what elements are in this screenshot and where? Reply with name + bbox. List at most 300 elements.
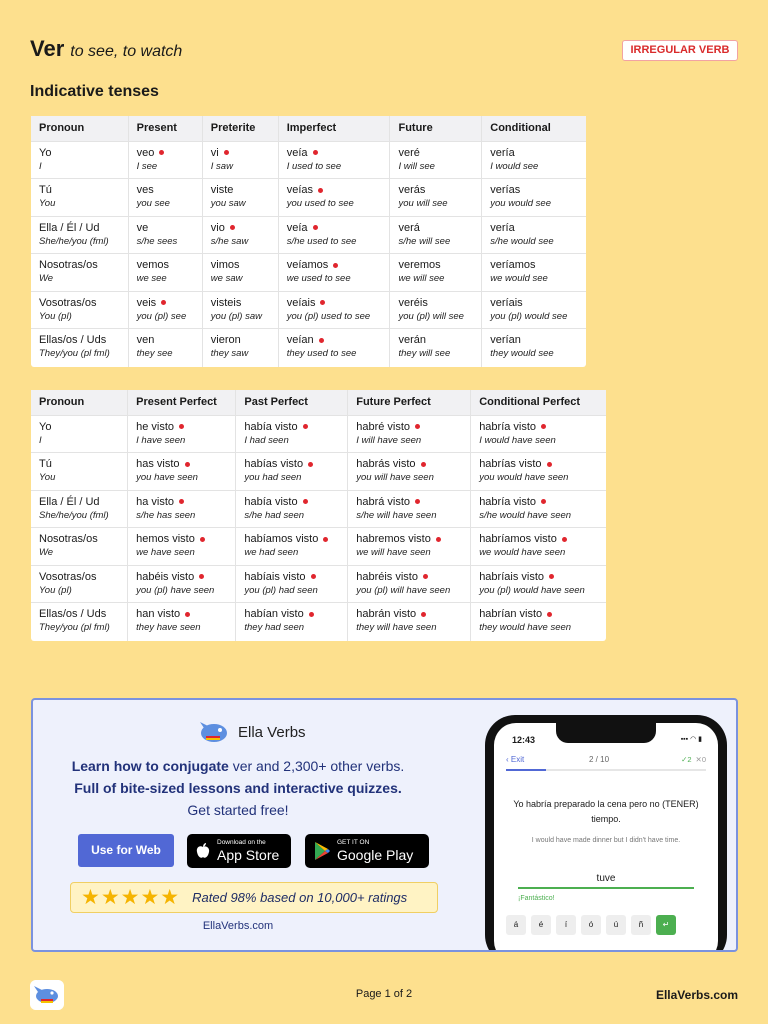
translation: I will have seen bbox=[356, 434, 422, 446]
irregular-dot-icon bbox=[421, 612, 426, 617]
form-text: veremos bbox=[398, 259, 441, 272]
translation: we would see bbox=[490, 273, 548, 285]
verb-form bbox=[356, 570, 462, 584]
page-header bbox=[30, 36, 182, 62]
translation: we will have seen bbox=[356, 547, 431, 559]
form-text: vi bbox=[210, 146, 219, 159]
accent-key: ú bbox=[606, 915, 626, 935]
verb-form bbox=[136, 495, 227, 509]
verb-form bbox=[211, 333, 270, 347]
form-text: visteis bbox=[210, 296, 242, 309]
app-store-small: Download on the bbox=[217, 839, 266, 846]
pronoun-cell bbox=[31, 490, 128, 528]
form-text: Vosotras/os bbox=[39, 570, 97, 583]
conjugation-cell bbox=[128, 415, 236, 453]
form-text: había visto bbox=[244, 495, 298, 508]
conjugation-cell bbox=[348, 453, 471, 491]
verb-form bbox=[356, 532, 462, 546]
form-text: he visto bbox=[136, 420, 175, 433]
verb-form bbox=[137, 258, 194, 272]
conjugation-cell bbox=[471, 603, 606, 641]
form-text: veo bbox=[136, 146, 155, 159]
translation: we would have seen bbox=[479, 547, 566, 559]
phone-score-bad: ✕0 bbox=[695, 755, 706, 764]
conjugation-cell bbox=[278, 179, 390, 217]
conjugation-cell bbox=[236, 603, 348, 641]
form-text: han visto bbox=[136, 608, 181, 621]
pronoun-cell bbox=[31, 603, 128, 641]
table-row bbox=[31, 329, 586, 367]
translation: I had seen bbox=[244, 434, 289, 446]
verb-form bbox=[479, 532, 598, 546]
pronoun-cell bbox=[31, 565, 128, 603]
pronoun-cell bbox=[31, 179, 128, 217]
verb-form bbox=[490, 221, 578, 235]
translation: You bbox=[39, 198, 56, 210]
verb-form bbox=[398, 296, 473, 310]
form-text: ve bbox=[136, 221, 149, 234]
conjugation-cell bbox=[128, 603, 236, 641]
section-title: Indicative tenses bbox=[30, 83, 159, 100]
form-text: has visto bbox=[136, 458, 180, 471]
conjugation-cell bbox=[482, 291, 586, 329]
form-text: habré visto bbox=[356, 420, 411, 433]
irregular-dot-icon bbox=[161, 300, 166, 305]
verb-form bbox=[287, 183, 382, 197]
phone-mockup bbox=[485, 715, 727, 952]
verb-form bbox=[490, 296, 578, 310]
form-text: vieron bbox=[210, 334, 241, 347]
form-text: habéis visto bbox=[136, 570, 195, 583]
translation: You (pl) bbox=[39, 310, 72, 322]
conjugation-cell bbox=[390, 216, 482, 254]
irregular-dot-icon bbox=[309, 612, 314, 617]
irregular-dot-icon bbox=[415, 424, 420, 429]
translation: you saw bbox=[210, 198, 246, 210]
accent-key: ó bbox=[581, 915, 601, 935]
translation: they saw bbox=[210, 348, 249, 360]
verb-form bbox=[398, 146, 473, 160]
irregular-dot-icon bbox=[323, 537, 328, 542]
form-text: había visto bbox=[244, 420, 298, 433]
pronoun-label bbox=[39, 296, 120, 310]
five-stars-icon: ★★★★★ bbox=[81, 886, 181, 909]
verb-form bbox=[356, 457, 462, 471]
translation: I saw bbox=[210, 160, 233, 172]
translation: they had seen bbox=[244, 622, 305, 634]
conjugation-cell bbox=[348, 528, 471, 566]
form-text: veías bbox=[286, 184, 313, 197]
form-text: verías bbox=[490, 184, 521, 197]
translation: s/he saw bbox=[210, 235, 249, 247]
table-row bbox=[31, 603, 606, 641]
conjugation-cell bbox=[348, 490, 471, 528]
irregular-dot-icon bbox=[159, 150, 164, 155]
translation: I have seen bbox=[136, 434, 186, 446]
phone-score bbox=[681, 755, 706, 764]
form-text: habrás visto bbox=[356, 458, 416, 471]
ella-verbs-logo-icon bbox=[198, 718, 230, 746]
footer-url-link[interactable]: EllaVerbs.com bbox=[655, 988, 738, 1002]
verb-form bbox=[287, 296, 382, 310]
verb-form bbox=[244, 570, 339, 584]
form-text: Yo bbox=[39, 146, 52, 159]
verb-form bbox=[137, 333, 194, 347]
table-row bbox=[31, 528, 606, 566]
verb-form bbox=[137, 183, 194, 197]
conjugation-cell bbox=[128, 490, 236, 528]
form-text: veréis bbox=[398, 296, 428, 309]
apple-icon bbox=[195, 842, 211, 860]
translation: I would have seen bbox=[479, 434, 556, 446]
column-header: Conditional Perfect bbox=[471, 390, 606, 415]
rating-text: Rated 98% based on 10,000+ ratings bbox=[192, 890, 408, 905]
phone-progress: 2 / 10 bbox=[589, 755, 610, 764]
form-text: vería bbox=[490, 146, 515, 159]
rating-box bbox=[70, 882, 438, 913]
form-text: habríamos visto bbox=[479, 533, 557, 546]
irregular-dot-icon bbox=[547, 612, 552, 617]
promo-line-2: Full of bite-sized lessons and interactive quizzes. bbox=[74, 780, 402, 796]
verb-form bbox=[479, 570, 598, 584]
form-text: habréis visto bbox=[356, 570, 418, 583]
translation: I bbox=[39, 434, 42, 446]
app-store-button[interactable] bbox=[187, 834, 291, 868]
google-play-button[interactable] bbox=[305, 834, 429, 868]
phone-feedback: ¡Fantástico! bbox=[518, 895, 555, 902]
column-header: Pronoun bbox=[31, 116, 128, 141]
conjugation-cell bbox=[128, 329, 202, 367]
verb-form bbox=[287, 258, 382, 272]
table-row bbox=[31, 415, 606, 453]
form-text: Nosotras/os bbox=[39, 259, 98, 272]
conjugation-cell bbox=[236, 415, 348, 453]
pronoun-cell bbox=[31, 141, 128, 179]
table-row bbox=[31, 216, 586, 254]
phone-notch bbox=[556, 723, 656, 743]
form-text: hemos visto bbox=[136, 533, 195, 546]
form-text: habías visto bbox=[244, 458, 304, 471]
translation: You bbox=[39, 472, 56, 484]
form-text: Tú bbox=[39, 458, 52, 471]
conjugation-cell bbox=[202, 291, 278, 329]
verb-meaning: to see, to watch bbox=[70, 43, 183, 60]
conjugation-cell bbox=[471, 490, 606, 528]
irregular-dot-icon bbox=[179, 499, 184, 504]
promo-panel bbox=[31, 698, 738, 952]
form-text: veíamos bbox=[286, 259, 329, 272]
translation: s/he will have seen bbox=[356, 509, 437, 521]
verb-form bbox=[398, 183, 473, 197]
promo-line-3: Get started free! bbox=[187, 802, 289, 818]
promo-line-1-normal: ver and 2,300+ other verbs. bbox=[232, 758, 405, 774]
table-row bbox=[31, 565, 606, 603]
accent-key: á bbox=[506, 915, 526, 935]
pronoun-cell bbox=[31, 216, 128, 254]
conjugation-cell bbox=[278, 216, 390, 254]
translation: I used to see bbox=[286, 160, 342, 172]
table-row bbox=[31, 179, 586, 217]
form-text: vio bbox=[210, 221, 225, 234]
conjugation-cell bbox=[236, 453, 348, 491]
conjugation-cell bbox=[390, 179, 482, 217]
translation: they will have seen bbox=[356, 622, 437, 634]
verb-form bbox=[490, 333, 578, 347]
verb-form bbox=[479, 420, 598, 434]
page-number: Page 1 of 2 bbox=[355, 988, 413, 1000]
phone-exit-link: ‹ Exit bbox=[506, 755, 525, 764]
translation: they would see bbox=[490, 348, 554, 360]
conjugation-cell bbox=[236, 490, 348, 528]
translation: you had seen bbox=[244, 472, 302, 484]
pronoun-label bbox=[39, 258, 120, 272]
form-text: veríais bbox=[490, 296, 523, 309]
pronoun-label bbox=[39, 221, 120, 235]
form-text: veis bbox=[136, 296, 157, 309]
phone-screen bbox=[494, 723, 718, 952]
verb-form bbox=[211, 296, 270, 310]
conjugation-cell bbox=[348, 603, 471, 641]
table-row bbox=[31, 141, 586, 179]
column-header: Pronoun bbox=[31, 390, 128, 415]
pronoun-label bbox=[39, 495, 119, 509]
verb-form bbox=[398, 258, 473, 272]
form-text: Ellas/os / Uds bbox=[39, 334, 107, 347]
pronoun-cell bbox=[31, 291, 128, 329]
irregular-dot-icon bbox=[303, 499, 308, 504]
verb-form bbox=[479, 495, 598, 509]
form-text: ves bbox=[136, 184, 154, 197]
column-header: Preterite bbox=[202, 116, 278, 141]
translation: s/he used to see bbox=[286, 235, 357, 247]
conjugation-cell bbox=[471, 415, 606, 453]
form-text: habíamos visto bbox=[244, 533, 319, 546]
form-text: Ellas/os / Uds bbox=[39, 608, 107, 621]
verb-form bbox=[137, 146, 194, 160]
irregular-dot-icon bbox=[199, 574, 204, 579]
brand bbox=[198, 718, 306, 746]
conjugation-cell bbox=[390, 141, 482, 179]
form-text: ha visto bbox=[136, 495, 175, 508]
translation: you (pl) see bbox=[136, 310, 187, 322]
translation: you would see bbox=[490, 198, 551, 210]
conjugation-cell bbox=[482, 216, 586, 254]
conjugation-cell bbox=[471, 565, 606, 603]
form-text: Tú bbox=[39, 184, 52, 197]
translation: you would have seen bbox=[479, 472, 569, 484]
google-play-icon bbox=[313, 841, 331, 861]
translation: they would have seen bbox=[479, 622, 572, 634]
form-text: habrías visto bbox=[479, 458, 542, 471]
irregular-dot-icon bbox=[436, 537, 441, 542]
pronoun-label bbox=[39, 333, 120, 347]
column-header: Present bbox=[128, 116, 202, 141]
form-text: ven bbox=[136, 334, 155, 347]
verb-form bbox=[211, 183, 270, 197]
conjugation-cell bbox=[278, 254, 390, 292]
translation: I bbox=[39, 160, 42, 172]
conjugation-cell bbox=[390, 329, 482, 367]
form-text: habíais visto bbox=[244, 570, 306, 583]
conjugation-cell bbox=[348, 565, 471, 603]
verb-form bbox=[490, 258, 578, 272]
translation: you (pl) used to see bbox=[286, 310, 371, 322]
verb-form bbox=[136, 420, 227, 434]
conjugation-cell bbox=[128, 453, 236, 491]
translation: s/he would have seen bbox=[479, 509, 572, 521]
translation: we see bbox=[136, 273, 167, 285]
app-store-label: App Store bbox=[217, 847, 280, 863]
pronoun-label bbox=[39, 420, 119, 434]
google-play-small: GET IT ON bbox=[337, 839, 370, 846]
form-text: verían bbox=[490, 334, 521, 347]
translation: you (pl) have seen bbox=[136, 584, 215, 596]
translation: you have seen bbox=[136, 472, 198, 484]
form-text: habremos visto bbox=[356, 533, 431, 546]
conjugation-cell bbox=[390, 291, 482, 329]
translation: We bbox=[39, 547, 54, 559]
translation: you (pl) will have seen bbox=[356, 584, 451, 596]
verb-form bbox=[287, 146, 382, 160]
promo-url-link[interactable]: EllaVerbs.com bbox=[202, 920, 274, 932]
translation: we will see bbox=[398, 273, 445, 285]
conjugation-cell bbox=[471, 453, 606, 491]
phone-english: I would have made dinner but I didn't have time. bbox=[531, 837, 681, 844]
form-text: vería bbox=[490, 221, 515, 234]
verb-form bbox=[244, 607, 339, 621]
conjugation-cell bbox=[202, 254, 278, 292]
verb-form bbox=[136, 532, 227, 546]
simple-tenses-table bbox=[31, 116, 586, 367]
verb-form bbox=[137, 296, 194, 310]
translation: I would see bbox=[490, 160, 539, 172]
translation: You (pl) bbox=[39, 584, 72, 596]
form-text: Yo bbox=[39, 420, 52, 433]
translation: you used to see bbox=[286, 198, 354, 210]
irregular-dot-icon bbox=[421, 462, 426, 467]
irregular-dot-icon bbox=[562, 537, 567, 542]
verb-title: Ver bbox=[30, 36, 65, 61]
promo-line-1-bold: Learn how to conjugate bbox=[71, 758, 229, 774]
verb-form bbox=[398, 221, 473, 235]
accent-key: é bbox=[531, 915, 551, 935]
form-text: verá bbox=[398, 221, 420, 234]
form-text: habría visto bbox=[479, 420, 537, 433]
phone-time: 12:43 bbox=[512, 735, 536, 745]
translation: we used to see bbox=[286, 273, 351, 285]
pronoun-label bbox=[39, 146, 120, 160]
verb-form bbox=[356, 607, 462, 621]
conjugation-cell bbox=[278, 329, 390, 367]
translation: I will see bbox=[398, 160, 435, 172]
translation: you (pl) would have seen bbox=[479, 584, 585, 596]
irregular-dot-icon bbox=[333, 263, 338, 268]
translation: we saw bbox=[210, 273, 243, 285]
table-row bbox=[31, 453, 606, 491]
verb-form bbox=[398, 333, 473, 347]
irregular-dot-icon bbox=[423, 574, 428, 579]
column-header: Future Perfect bbox=[348, 390, 471, 415]
form-text: veríamos bbox=[490, 259, 536, 272]
conjugation-cell bbox=[482, 141, 586, 179]
irregular-dot-icon bbox=[313, 225, 318, 230]
verb-form bbox=[356, 495, 462, 509]
irregular-dot-icon bbox=[200, 537, 205, 542]
form-text: veíais bbox=[286, 296, 316, 309]
conjugation-cell bbox=[471, 528, 606, 566]
form-text: Nosotras/os bbox=[39, 533, 98, 546]
accent-key: ñ bbox=[631, 915, 651, 935]
conjugation-cell bbox=[482, 329, 586, 367]
pronoun-cell bbox=[31, 415, 128, 453]
translation: She/he/you (fml) bbox=[39, 509, 109, 521]
translation: you see bbox=[136, 198, 170, 210]
promo-line-1 bbox=[33, 758, 443, 774]
translation: they have seen bbox=[136, 622, 201, 634]
verb-form bbox=[356, 420, 462, 434]
verb-form bbox=[136, 607, 227, 621]
irregular-dot-icon bbox=[308, 462, 313, 467]
phone-question: Yo habría preparado la cena pero no (TENER) tiempo. bbox=[513, 799, 699, 824]
translation: s/he would see bbox=[490, 235, 554, 247]
column-header: Present Perfect bbox=[128, 390, 236, 415]
translation: I see bbox=[136, 160, 158, 172]
conjugation-cell bbox=[236, 528, 348, 566]
table-header-row bbox=[31, 390, 606, 415]
form-text: veían bbox=[286, 334, 314, 347]
irregular-dot-icon bbox=[318, 188, 323, 193]
translation: s/he has seen bbox=[136, 509, 196, 521]
form-text: viste bbox=[210, 184, 234, 197]
verb-form bbox=[136, 457, 227, 471]
irregular-dot-icon bbox=[549, 574, 554, 579]
conjugation-cell bbox=[278, 141, 390, 179]
conjugation-cell bbox=[128, 291, 202, 329]
brand-name: Ella Verbs bbox=[238, 723, 306, 741]
translation: s/he had seen bbox=[244, 509, 305, 521]
translation: you (pl) would see bbox=[490, 310, 568, 322]
verb-form bbox=[479, 457, 598, 471]
form-text: veía bbox=[286, 221, 308, 234]
translation: They/you (pl fml) bbox=[39, 622, 110, 634]
phone-score-ok: ✓2 bbox=[681, 755, 692, 764]
table-row bbox=[31, 490, 606, 528]
verb-form bbox=[244, 532, 339, 546]
translation: we have seen bbox=[136, 547, 195, 559]
form-text: Vosotras/os bbox=[39, 296, 97, 309]
conjugation-cell bbox=[128, 141, 202, 179]
form-text: veía bbox=[286, 146, 308, 159]
irregular-dot-icon bbox=[230, 225, 235, 230]
verb-form bbox=[211, 221, 270, 235]
pronoun-cell bbox=[31, 329, 128, 367]
use-for-web-button[interactable]: Use for Web bbox=[78, 834, 174, 867]
irregular-dot-icon bbox=[547, 462, 552, 467]
conjugation-cell bbox=[128, 528, 236, 566]
translation: we had seen bbox=[244, 547, 299, 559]
perfect-tenses-table bbox=[31, 390, 606, 641]
google-play-label: Google Play bbox=[337, 847, 414, 863]
conjugation-cell bbox=[202, 179, 278, 217]
verb-form bbox=[287, 333, 382, 347]
accent-key: ↵ bbox=[656, 915, 676, 935]
conjugation-cell bbox=[128, 179, 202, 217]
translation: you (pl) saw bbox=[210, 310, 262, 322]
conjugation-cell bbox=[482, 254, 586, 292]
translation: you will see bbox=[398, 198, 448, 210]
phone-answer: tuve bbox=[596, 873, 616, 884]
verb-form bbox=[211, 146, 270, 160]
